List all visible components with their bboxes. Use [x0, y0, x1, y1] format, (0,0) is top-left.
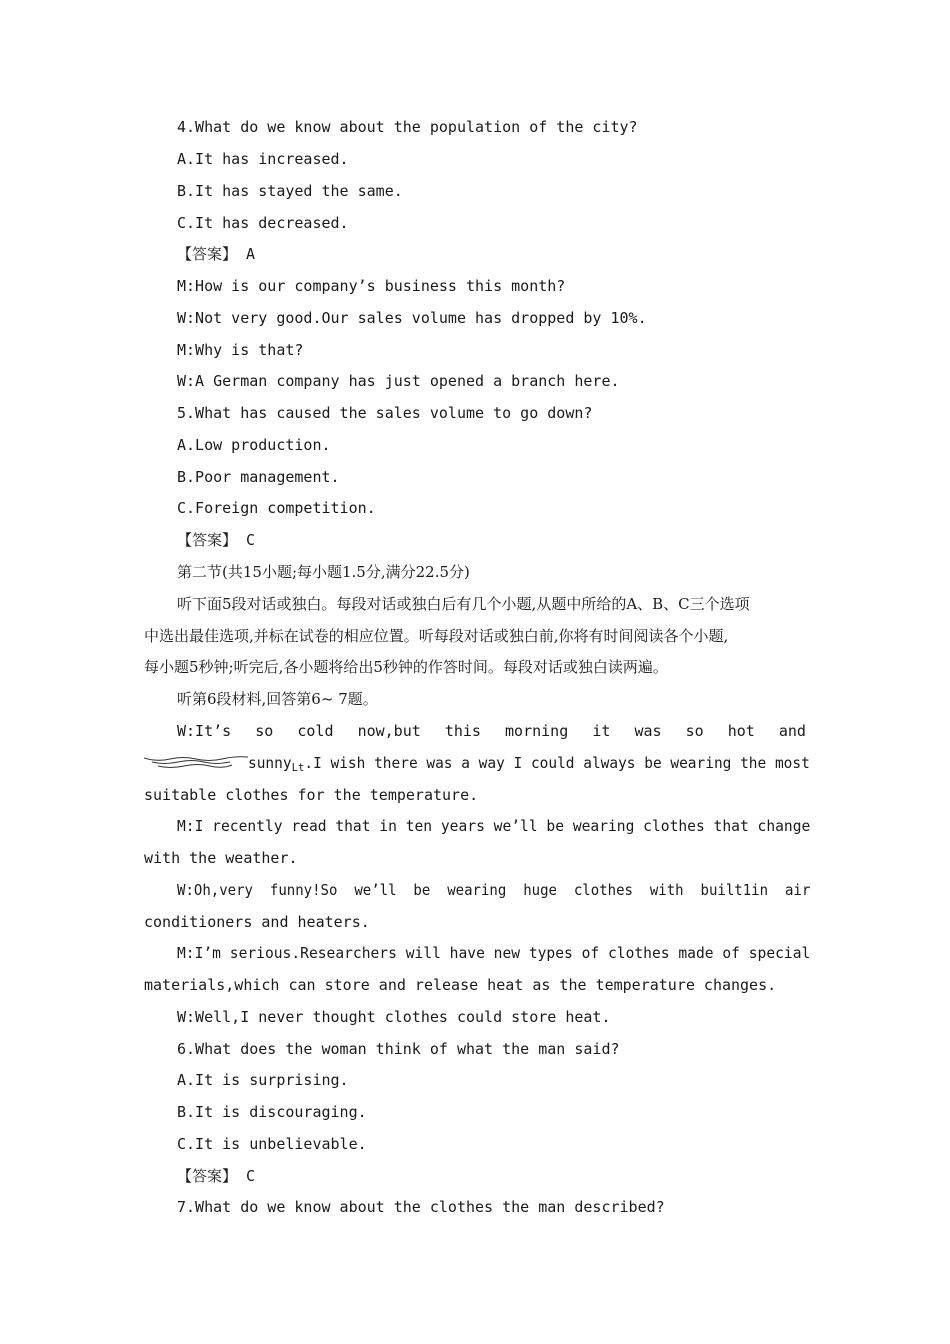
dialog5-line-1: M:How is our company’s business this month? [177, 277, 566, 295]
dialog6-woman-line-1 [177, 721, 806, 741]
q4-option-a: A.It has increased. [177, 150, 349, 168]
section-2-instructions-1: 听下面5段对话或独白。每段对话或独白后有几个小题,从题中所给的A、B、C三个选项 [177, 595, 750, 613]
text: .I wish there was a way I could always be wearing the most [304, 754, 810, 772]
dialog6-man-line-1-cont: with the weather. [144, 849, 298, 867]
dialog5-line-4: W:A German company has just opened a branch here. [177, 372, 620, 390]
q6-answer: 【答案】 C [177, 1167, 256, 1185]
word: hot [727, 722, 755, 740]
dialog5-line-3: M:Why is that? [177, 341, 304, 359]
dialog6-woman-line-3: W:Well,I never thought clothes could store heat. [177, 1008, 611, 1026]
word: cold [297, 722, 334, 740]
dialog6-woman-line-2-cont: conditioners and heaters. [144, 913, 370, 931]
q5-option-c: C.Foreign competition. [177, 499, 376, 517]
word: so [685, 722, 704, 740]
question-7: 7.What do we know about the clothes the man described? [177, 1198, 665, 1216]
word: now,but [357, 722, 421, 740]
question-6: 6.What does the woman think of what the man said? [177, 1040, 620, 1058]
word: W:It’s [177, 722, 232, 740]
dialog6-man-line-1: M:I recently read that in ten years we’ll be wearing clothes that change [177, 817, 811, 835]
dialog6-man-line-2: M:I’m serious.Researchers will have new types of clothes made of special [177, 944, 811, 962]
q4-answer: 【答案】 A [177, 245, 256, 263]
word: was [634, 722, 662, 740]
word: so [255, 722, 274, 740]
q5-answer: 【答案】 C [177, 531, 256, 549]
dialog6-woman-line-1-cont [248, 753, 810, 778]
material-6-heading: 听第6段材料,回答第6~ 7题。 [177, 690, 378, 708]
section-2-instructions-2: 中选出最佳选项,并标在试卷的相应位置。听每段对话或独白前,你将有时间阅读各个小题, [144, 627, 729, 645]
word: this [444, 722, 481, 740]
text: sunny [248, 754, 292, 772]
q5-option-a: A.Low production. [177, 436, 331, 454]
scan-artifact-squiggle [144, 754, 248, 770]
dialog6-man-line-2-cont: materials,which can store and release heat as the temperature changes. [144, 976, 777, 994]
question-4: 4.What do we know about the population of the city? [177, 118, 638, 136]
question-5: 5.What has caused the sales volume to go down? [177, 404, 593, 422]
word: and [778, 722, 806, 740]
q5-option-b: B.Poor management. [177, 468, 340, 486]
q6-option-b: B.It is discouraging. [177, 1103, 367, 1121]
word: morning [505, 722, 569, 740]
q4-option-c: C.It has decreased. [177, 214, 349, 232]
section-2-title: 第二节(共15小题;每小题1.5分,满分22.5分) [177, 563, 470, 581]
dialog5-line-2: W:Not very good.Our sales volume has dropped by 10%. [177, 309, 647, 327]
q6-option-a: A.It is surprising. [177, 1071, 349, 1089]
q6-option-c: C.It is unbelievable. [177, 1135, 367, 1153]
scan-artifact-mark: Lt [291, 761, 305, 774]
q4-option-b: B.It has stayed the same. [177, 182, 403, 200]
word: it [592, 722, 611, 740]
dialog6-woman-line-1-cont2: suitable clothes for the temperature. [144, 786, 479, 804]
dialog6-woman-line-2: W:Oh,very funny!So we’ll be wearing huge clothes with built1in air [177, 881, 811, 899]
section-2-instructions-3: 每小题5秒钟;听完后,各小题将给出5秒钟的作答时间。每段对话或独白读两遍。 [144, 658, 668, 676]
